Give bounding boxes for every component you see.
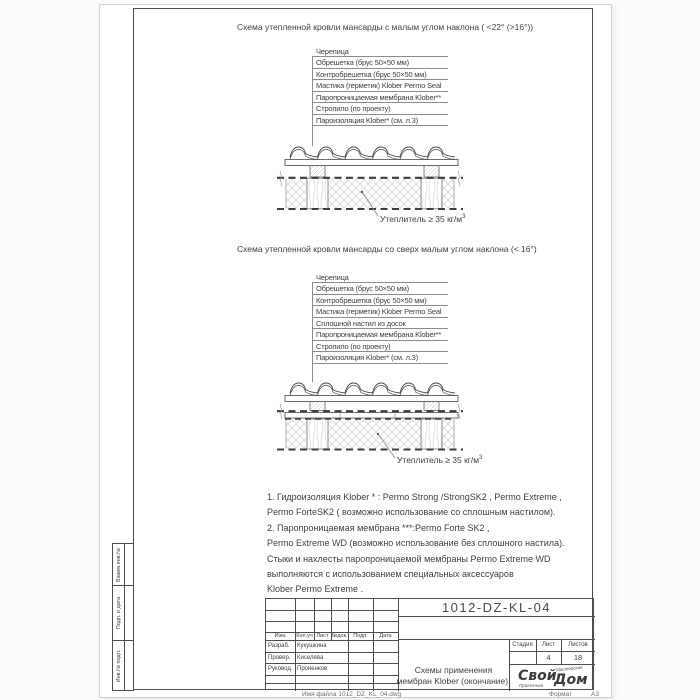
callout-label: Паропроницаемая мембрана Klober**: [312, 92, 448, 104]
notes-block: [267, 490, 607, 598]
note-line: Permo Extreme WD (возможно использование без сплошного настила).: [267, 538, 565, 549]
note-line: выполняются с использованием специальных аксессуаров: [267, 569, 514, 580]
side-box-empty-2: [124, 585, 134, 641]
scheme2-callouts: [312, 272, 448, 364]
callout-label: Мастика (герметик) Klober Permo Seal: [312, 80, 448, 92]
insulation-callout-2: [397, 455, 482, 465]
leader-line: [312, 283, 313, 382]
scheme1-title: Схема утепленной кровли мансарды с малым углом наклона ( <22° (>16°)): [237, 22, 534, 32]
doc-number: 1012-DZ-KL-04: [441, 600, 552, 615]
scheme1-callouts: [312, 46, 448, 127]
logo-small-proektnaya: Проектная: [519, 683, 544, 688]
callout-label: Стропило (по проекту): [312, 341, 448, 353]
logo-word-dom: Дом: [554, 672, 588, 688]
format-value: А3: [591, 691, 599, 698]
callout-label: Обрешетка (брус 50×50 мм): [312, 57, 448, 69]
logo-small-masterskaya: Мастерская: [555, 664, 583, 673]
note-line: 1. Гидроизоляция Klober * : Permo Strong /StrongSK2 , Permo Extreme ,: [267, 492, 562, 502]
tb-sheets-value: 18: [573, 653, 583, 662]
insulation-sup: 3: [479, 455, 483, 462]
divider: [266, 621, 398, 622]
note-line: Стыки и нахлесты паропроницаемой мембраны Permo Extreme WD: [267, 553, 551, 564]
callout-label: Контробрешетка (брус 50×50 мм): [312, 295, 448, 307]
drawing-title-line2: мембран Klober (окончание).: [396, 675, 511, 686]
callout-label: Пароизоляция Klober* (см. л.3): [312, 115, 448, 127]
side-box-empty-1: [124, 543, 134, 586]
callout-label: Пароизоляция Klober* (см. л.3): [312, 352, 448, 364]
divider: [266, 683, 398, 684]
tb-sheet-value: 4: [546, 653, 551, 662]
tb-role: Разраб.: [268, 643, 290, 649]
tb-col-izm: Изм.: [274, 633, 287, 639]
side-box-label: Взаим.инв.№: [115, 547, 122, 582]
divider: [373, 599, 374, 691]
callout-label: Черепица: [312, 46, 448, 58]
format-label: Формат: [549, 691, 573, 698]
tb-name: Кукушкина: [297, 643, 327, 649]
tb-role: Руковод.: [268, 666, 293, 672]
logo-word-svoy: Свой: [518, 668, 557, 684]
side-box-label: Инв.№ подл.: [115, 649, 122, 682]
tb-stage-label: Стадия: [512, 642, 533, 648]
note-line: Permo ForteSK2 ( возможно использование со сплошным настилом).: [267, 507, 556, 518]
tb-col-data: Дата: [379, 633, 392, 639]
tb-col-podp: Подп.: [353, 633, 368, 639]
divider: [398, 616, 595, 617]
tb-sheet-label: Лист: [541, 642, 556, 648]
tb-name: Киселева: [297, 654, 324, 661]
callout-label: Контробрешетка (брус 50×50 мм): [312, 69, 448, 81]
tb-name: Проненков: [297, 666, 328, 672]
drawing-title-line1: Схемы применения: [414, 665, 493, 675]
insulation-text: Утеплитель ≥ 35 кг/м: [380, 214, 463, 224]
note-line: Klober Permo Extreme .: [267, 584, 364, 595]
callout-label: Обрешетка (брус 50×50 мм): [312, 283, 448, 295]
company-logo: [509, 664, 595, 691]
tb-col-list: Лист: [316, 633, 329, 639]
drawing-title: [398, 639, 509, 691]
scheme2-title: Схема утепленной кровли мансарды со сверх малым углом наклона (< 16°): [237, 244, 537, 254]
callout-label: Паропроницаемая мембрана Klober**: [312, 329, 448, 341]
side-box-empty-3: [124, 640, 134, 691]
tb-role: Провер.: [268, 654, 291, 661]
insulation-callout-1: [380, 214, 465, 224]
tb-col-koluch: Кол.уч: [296, 633, 313, 639]
note-line: 2. Паропроницаемая мембрана ***:Permo Forte SK2 ,: [267, 522, 490, 533]
title-block: [265, 598, 594, 690]
divider: [266, 675, 398, 676]
callout-label: Мастика (герметик) Klober Permo Seal: [312, 306, 448, 318]
insulation-sup: 3: [462, 214, 466, 221]
tb-col-ndok: №док.: [331, 633, 348, 639]
side-box-label: Подп. и дата: [115, 596, 122, 630]
insulation-text: Утеплитель ≥ 35 кг/м: [397, 455, 480, 465]
tb-stage-value: [509, 651, 536, 664]
divider: [266, 610, 398, 611]
callout-label: Сплошной настил из досок: [312, 318, 448, 330]
file-name-label: Имя файла 1012_DZ_KL_04.dwg: [302, 691, 402, 698]
callout-label: Черепица: [312, 272, 448, 284]
callout-label: Стропило (по проекту): [312, 103, 448, 115]
tb-sheets-label: Листов: [568, 642, 588, 648]
leader-line: [312, 57, 313, 146]
